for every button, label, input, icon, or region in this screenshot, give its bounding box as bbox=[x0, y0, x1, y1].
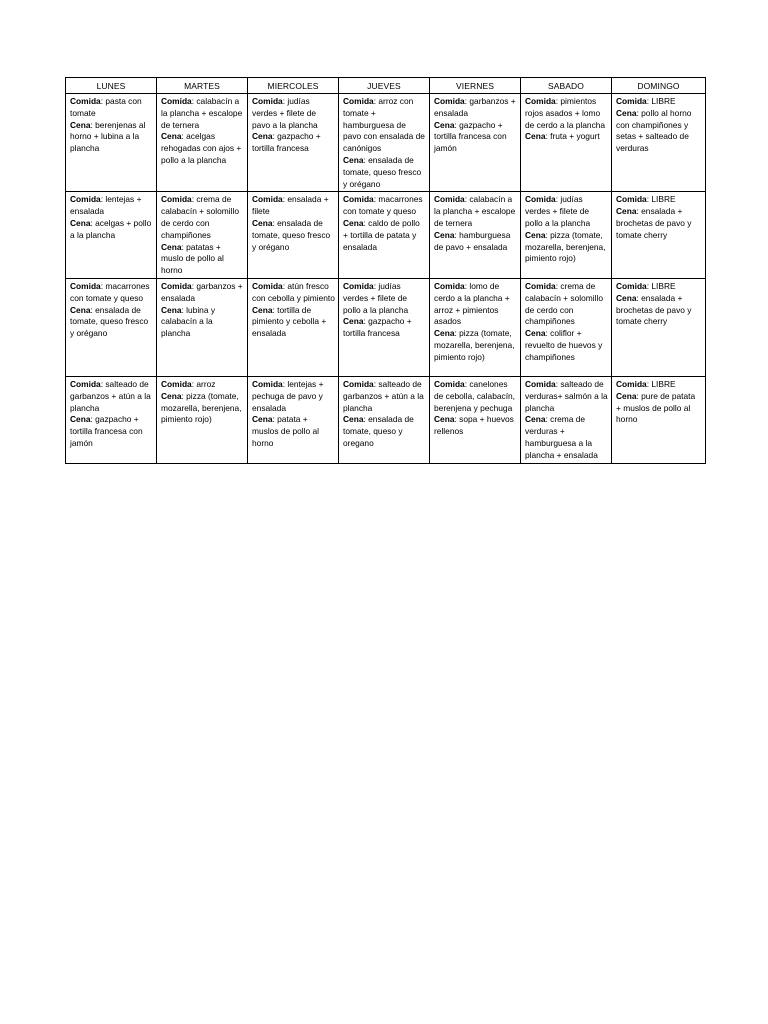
dinner-text: : pure de patata + muslos de pollo al horno bbox=[616, 390, 696, 425]
lunch-entry bbox=[525, 379, 608, 414]
lunch-entry bbox=[616, 194, 702, 206]
dinner-label: Cena bbox=[616, 107, 637, 118]
dinner-text: : berenjenas al horno + lubina a la plancha bbox=[70, 119, 146, 154]
day-header-martes: MARTES bbox=[157, 78, 248, 94]
lunch-entry bbox=[70, 194, 153, 218]
lunch-label: Comida bbox=[161, 194, 192, 205]
dinner-text: : ensalada de tomate, queso fresco y orégano bbox=[252, 217, 331, 252]
table-row bbox=[66, 94, 706, 192]
lunch-entry bbox=[525, 194, 608, 229]
dinner-text: : pizza (tomate, mozarella, berenjena, pimiento rojo) bbox=[161, 390, 242, 425]
dinner-label: Cena bbox=[161, 131, 182, 142]
dinner-text: : crema de verduras + hamburguesa a la plancha + ensalada bbox=[525, 414, 598, 460]
dinner-entry bbox=[434, 230, 517, 254]
dinner-entry bbox=[252, 414, 335, 449]
dinner-entry bbox=[616, 391, 702, 426]
lunch-text: : arroz con tomate + hamburguesa de pavo con ensalada de canónigos bbox=[343, 96, 425, 154]
dinner-text: : acelgas rehogadas con ajos + pollo a la plancha bbox=[161, 131, 242, 165]
lunch-text: : judías verdes + filete de pavo a la plancha bbox=[252, 96, 318, 130]
lunch-label: Comida bbox=[525, 378, 556, 389]
meal-cell-viernes bbox=[430, 278, 521, 376]
lunch-entry bbox=[343, 96, 426, 155]
dinner-text: : gazpacho + tortilla francesa bbox=[343, 316, 412, 339]
lunch-text: : arroz bbox=[191, 378, 216, 389]
lunch-label: Comida bbox=[252, 378, 283, 389]
lunch-text: : crema de calabacín + solomillo de cerdo con champiñones bbox=[525, 280, 603, 327]
dinner-entry bbox=[343, 316, 426, 340]
meal-cell-miercoles bbox=[248, 278, 339, 376]
lunch-label: Comida bbox=[343, 280, 374, 291]
lunch-label: Comida bbox=[161, 96, 192, 106]
lunch-text: : garbanzos + ensalada bbox=[434, 96, 516, 118]
dinner-entry bbox=[70, 120, 153, 155]
meal-cell-martes bbox=[157, 278, 248, 376]
lunch-label: Comida bbox=[525, 96, 556, 106]
day-header-sabado: SABADO bbox=[521, 78, 612, 94]
lunch-entry bbox=[161, 194, 244, 241]
lunch-text: : lentejas + ensalada bbox=[70, 194, 142, 217]
lunch-label: Comida bbox=[434, 194, 465, 205]
lunch-entry bbox=[70, 96, 153, 120]
lunch-label: Comida bbox=[70, 280, 101, 291]
lunch-entry bbox=[70, 281, 153, 305]
lunch-label: Comida bbox=[525, 280, 556, 291]
dinner-entry bbox=[161, 242, 244, 277]
dinner-text: : patatas + muslo de pollo al horno bbox=[161, 241, 224, 276]
dinner-entry bbox=[343, 218, 426, 253]
meal-cell-lunes bbox=[66, 376, 157, 463]
dinner-label: Cena bbox=[434, 119, 455, 130]
lunch-text: : judías verdes + filete de pollo a la plancha bbox=[525, 194, 591, 228]
meal-cell-jueves bbox=[339, 94, 430, 192]
lunch-text: : lomo de cerdo a la plancha + arroz + pimientos asados bbox=[434, 280, 510, 327]
dinner-text: : gazpacho + tortilla francesa con jamón bbox=[434, 119, 507, 154]
lunch-text: : garbanzos + ensalada bbox=[161, 280, 243, 303]
lunch-text: : salteado de garbanzos + atún a la plancha bbox=[70, 378, 151, 413]
lunch-label: Comida bbox=[616, 280, 647, 291]
meal-cell-domingo bbox=[612, 376, 706, 463]
lunch-label: Comida bbox=[161, 378, 192, 389]
dinner-label: Cena bbox=[161, 304, 182, 315]
meal-cell-sabado bbox=[521, 94, 612, 192]
dinner-label: Cena bbox=[616, 206, 637, 217]
dinner-label: Cena bbox=[252, 414, 273, 425]
lunch-entry bbox=[252, 194, 335, 218]
dinner-text: : ensalada + brochetas de pavo y tomate cherry bbox=[616, 206, 692, 240]
meal-cell-martes bbox=[157, 94, 248, 192]
dinner-entry bbox=[343, 155, 426, 190]
header-row bbox=[66, 78, 706, 94]
lunch-label: Comida bbox=[434, 96, 465, 106]
lunch-text: : LIBRE bbox=[646, 96, 676, 106]
dinner-label: Cena bbox=[252, 217, 273, 228]
lunch-entry bbox=[434, 379, 517, 414]
meal-cell-miercoles bbox=[248, 94, 339, 192]
lunch-label: Comida bbox=[616, 96, 647, 106]
lunch-label: Comida bbox=[525, 194, 556, 205]
dinner-entry bbox=[161, 391, 244, 426]
lunch-entry bbox=[525, 96, 608, 131]
dinner-text: : gazpacho + tortilla francesa bbox=[252, 131, 321, 154]
dinner-text: : ensalada de tomate, queso fresco y orégano bbox=[70, 304, 149, 339]
dinner-text: : acelgas + pollo a la plancha bbox=[70, 217, 152, 240]
dinner-text: : ensalada de tomate, queso y oregano bbox=[343, 414, 414, 448]
dinner-entry bbox=[343, 414, 426, 449]
dinner-entry bbox=[252, 218, 335, 253]
dinner-label: Cena bbox=[525, 229, 546, 240]
lunch-text: : calabacín a la plancha + escalope de ternera bbox=[161, 96, 243, 130]
lunch-label: Comida bbox=[343, 96, 374, 106]
lunch-entry bbox=[343, 379, 426, 414]
dinner-entry bbox=[161, 305, 244, 340]
dinner-label: Cena bbox=[525, 328, 546, 339]
lunch-text: : pasta con tomate bbox=[70, 96, 142, 118]
dinner-label: Cena bbox=[434, 414, 455, 425]
lunch-text: : lentejas + pechuga de pavo y ensalada bbox=[252, 378, 324, 413]
meal-cell-martes bbox=[157, 192, 248, 279]
meal-cell-jueves bbox=[339, 278, 430, 376]
meal-cell-sabado bbox=[521, 376, 612, 463]
meal-cell-martes bbox=[157, 376, 248, 463]
dinner-label: Cena bbox=[525, 414, 546, 425]
lunch-entry bbox=[252, 96, 335, 131]
table-row bbox=[66, 376, 706, 463]
lunch-entry bbox=[525, 281, 608, 328]
dinner-entry bbox=[525, 414, 608, 461]
meal-cell-miercoles bbox=[248, 376, 339, 463]
lunch-entry bbox=[434, 194, 517, 229]
lunch-text: : ensalada + filete bbox=[252, 194, 329, 217]
dinner-label: Cena bbox=[252, 131, 273, 142]
table-row bbox=[66, 278, 706, 376]
dinner-entry bbox=[70, 305, 153, 340]
lunch-text: : macarrones con tomate y queso bbox=[343, 194, 423, 217]
dinner-entry bbox=[616, 206, 702, 241]
dinner-label: Cena bbox=[434, 328, 455, 339]
lunch-entry bbox=[161, 96, 244, 131]
dinner-label: Cena bbox=[616, 390, 637, 401]
dinner-label: Cena bbox=[525, 131, 546, 142]
lunch-text: : LIBRE bbox=[646, 194, 676, 205]
meal-cell-miercoles bbox=[248, 192, 339, 279]
dinner-label: Cena bbox=[161, 390, 182, 401]
lunch-label: Comida bbox=[70, 96, 101, 106]
dinner-label: Cena bbox=[70, 304, 91, 315]
dinner-label: Cena bbox=[343, 217, 364, 228]
lunch-text: : LIBRE bbox=[646, 378, 676, 389]
dinner-entry bbox=[434, 120, 517, 155]
dinner-text: : gazpacho + tortilla francesa con jamón bbox=[70, 414, 143, 448]
table-row bbox=[66, 192, 706, 279]
dinner-text: : tortilla de pimiento y cebolla + ensalada bbox=[252, 304, 327, 339]
day-header-viernes: VIERNES bbox=[430, 78, 521, 94]
lunch-text: : salteado de garbanzos + atún a la plancha bbox=[343, 378, 424, 413]
lunch-entry bbox=[434, 281, 517, 328]
dinner-label: Cena bbox=[616, 292, 637, 303]
dinner-entry bbox=[525, 230, 608, 265]
lunch-entry bbox=[161, 379, 244, 391]
dinner-label: Cena bbox=[343, 154, 364, 165]
meal-cell-domingo bbox=[612, 192, 706, 279]
meal-cell-viernes bbox=[430, 376, 521, 463]
lunch-entry bbox=[161, 281, 244, 305]
meal-cell-domingo bbox=[612, 94, 706, 192]
lunch-label: Comida bbox=[161, 280, 192, 291]
dinner-label: Cena bbox=[343, 414, 364, 425]
lunch-text: : canelones de cebolla, calabacín, berenjena y pechuga bbox=[434, 378, 516, 413]
lunch-text: : judías verdes + filete de pollo a la plancha bbox=[343, 280, 409, 315]
dinner-label: Cena bbox=[70, 119, 91, 130]
dinner-label: Cena bbox=[70, 414, 91, 425]
meal-cell-domingo bbox=[612, 278, 706, 376]
dinner-text: : pizza (tomate, mozarella, berenjena, pimiento rojo) bbox=[434, 328, 515, 362]
dinner-label: Cena bbox=[434, 229, 455, 240]
dinner-text: : pollo al horno con champiñones y setas + salteado de verduras bbox=[616, 107, 692, 154]
lunch-entry bbox=[434, 96, 517, 120]
lunch-entry bbox=[616, 281, 702, 293]
dinner-entry bbox=[616, 293, 702, 328]
lunch-label: Comida bbox=[252, 280, 283, 291]
meal-cell-viernes bbox=[430, 94, 521, 192]
lunch-label: Comida bbox=[343, 194, 374, 205]
meal-cell-lunes bbox=[66, 278, 157, 376]
lunch-label: Comida bbox=[616, 194, 647, 205]
lunch-entry bbox=[616, 96, 702, 108]
dinner-entry bbox=[70, 414, 153, 449]
lunch-entry bbox=[343, 194, 426, 218]
day-header-jueves: JUEVES bbox=[339, 78, 430, 94]
lunch-label: Comida bbox=[434, 378, 465, 389]
meal-cell-viernes bbox=[430, 192, 521, 279]
meal-cell-jueves bbox=[339, 192, 430, 279]
meal-cell-sabado bbox=[521, 192, 612, 279]
dinner-entry bbox=[70, 218, 153, 242]
lunch-label: Comida bbox=[252, 96, 283, 106]
lunch-text: : calabacín a la plancha + escalope de ternera bbox=[434, 194, 516, 228]
lunch-text: : LIBRE bbox=[646, 280, 676, 291]
dinner-text: : coliflor + revuelto de huevos y champiñones bbox=[525, 328, 603, 362]
dinner-text: : pizza (tomate, mozarella, berenjena, pimiento rojo) bbox=[525, 229, 606, 264]
weekly-menu-table bbox=[65, 77, 706, 464]
day-header-miercoles: MIERCOLES bbox=[248, 78, 339, 94]
meal-cell-jueves bbox=[339, 376, 430, 463]
lunch-label: Comida bbox=[252, 194, 283, 205]
lunch-label: Comida bbox=[70, 378, 101, 389]
dinner-entry bbox=[434, 414, 517, 438]
lunch-text: : salteado de verduras+ salmón a la plancha bbox=[525, 378, 608, 413]
lunch-entry bbox=[252, 379, 335, 414]
lunch-text: : crema de calabacín + solomillo de cerdo con champiñones bbox=[161, 194, 239, 240]
dinner-entry bbox=[525, 328, 608, 363]
dinner-entry bbox=[161, 131, 244, 166]
lunch-entry bbox=[616, 379, 702, 391]
dinner-entry bbox=[616, 108, 702, 155]
dinner-text: : sopa + huevos rellenos bbox=[434, 414, 514, 437]
dinner-text: : hamburguesa de pavo + ensalada bbox=[434, 229, 511, 252]
dinner-label: Cena bbox=[161, 241, 182, 252]
dinner-entry bbox=[252, 131, 335, 155]
dinner-label: Cena bbox=[343, 316, 364, 327]
lunch-entry bbox=[343, 281, 426, 316]
lunch-entry bbox=[252, 281, 335, 305]
dinner-entry bbox=[252, 305, 335, 340]
meal-cell-sabado bbox=[521, 278, 612, 376]
lunch-label: Comida bbox=[343, 378, 374, 389]
meal-cell-lunes bbox=[66, 192, 157, 279]
day-header-lunes: LUNES bbox=[66, 78, 157, 94]
day-header-domingo: DOMINGO bbox=[612, 78, 706, 94]
lunch-label: Comida bbox=[616, 378, 647, 389]
dinner-text: : ensalada + brochetas de pavo y tomate cherry bbox=[616, 292, 692, 327]
lunch-text: : macarrones con tomate y queso bbox=[70, 280, 150, 303]
meal-cell-lunes bbox=[66, 94, 157, 192]
lunch-entry bbox=[70, 379, 153, 414]
dinner-text: : ensalada de tomate, queso fresco y orégano bbox=[343, 154, 422, 189]
dinner-text: : caldo de pollo + tortilla de patata y ensalada bbox=[343, 217, 420, 252]
dinner-entry bbox=[434, 328, 517, 363]
lunch-text: : atún fresco con cebolla y pimiento bbox=[252, 280, 335, 303]
dinner-entry bbox=[525, 131, 608, 143]
dinner-text: : patata + muslos de pollo al horno bbox=[252, 414, 320, 448]
dinner-text: : lubina y calabacín a la plancha bbox=[161, 304, 216, 339]
lunch-label: Comida bbox=[434, 280, 465, 291]
lunch-text: : pimientos rojos asados + lomo de cerdo a la plancha bbox=[525, 96, 606, 130]
dinner-text: : fruta + yogurt bbox=[545, 131, 600, 142]
dinner-label: Cena bbox=[70, 217, 91, 228]
lunch-label: Comida bbox=[70, 194, 101, 205]
dinner-label: Cena bbox=[252, 304, 273, 315]
